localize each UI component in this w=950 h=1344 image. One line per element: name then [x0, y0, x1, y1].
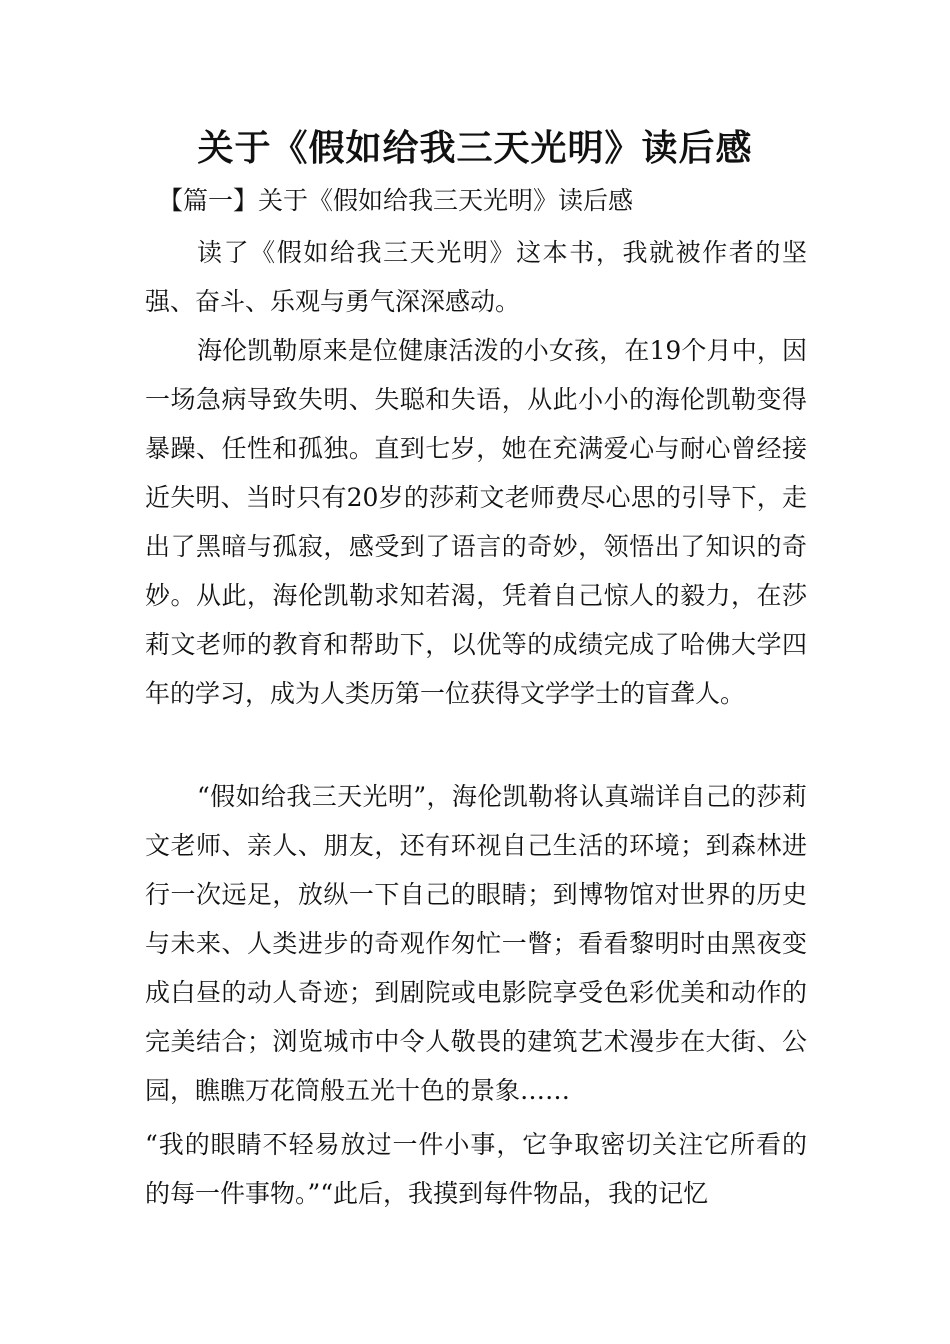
paragraph-2: 海伦凯勒原来是位健康活泼的小女孩，在19个月中，因一场急病导致失明、失聪和失语，从此小小的海伦凯勒变得暴躁、任性和孤独。直到七岁，她在充满爱心与耐心曾经接近失明、当时只有20岁的莎莉文老师费尽心思的引导下，走出了黑暗与孤寂，感受到了语言的奇妙，领悟出了知识的奇妙。从此，海伦凯勒求知若渴，凭着自己惊人的毅力，在莎莉文老师的教育和帮助下，以优等的成绩完成了哈佛大学四年的学习，成为人类历第一位获得文学学士的盲聋人。 — [145, 336, 807, 708]
paragraph-1: 读了《假如给我三天光明》这本书，我就被作者的坚强、奋斗、乐观与勇气深深感动。 — [145, 238, 807, 316]
document-title: 关于《假如给我三天光明》读后感 — [197, 128, 753, 169]
paragraph-3: “假如给我三天光明”，海伦凯勒将认真端详自己的莎莉文老师、亲人、朋友，还有环视自己生活的环境；到森林进行一次远足，放纵一下自己的眼睛；到博物馆对世界的历史与未来、人类进步的奇观作匆忙一瞥；看看黎明时由黑夜变成白昼的动人奇迹；到剧院或电影院享受色彩优美和动作的完美结合；浏览城市中令人敬畏的建筑艺术漫步在大街、公园，瞧瞧万花筒般五光十色的景象…… — [145, 782, 807, 1105]
section-heading: 【篇一】关于《假如给我三天光明》读后感 — [158, 186, 634, 215]
paragraph-4: “我的眼睛不轻易放过一件小事，它争取密切关注它所看的的每一件事物。”“此后，我摸到每件物品，我的记忆 — [145, 1130, 807, 1208]
